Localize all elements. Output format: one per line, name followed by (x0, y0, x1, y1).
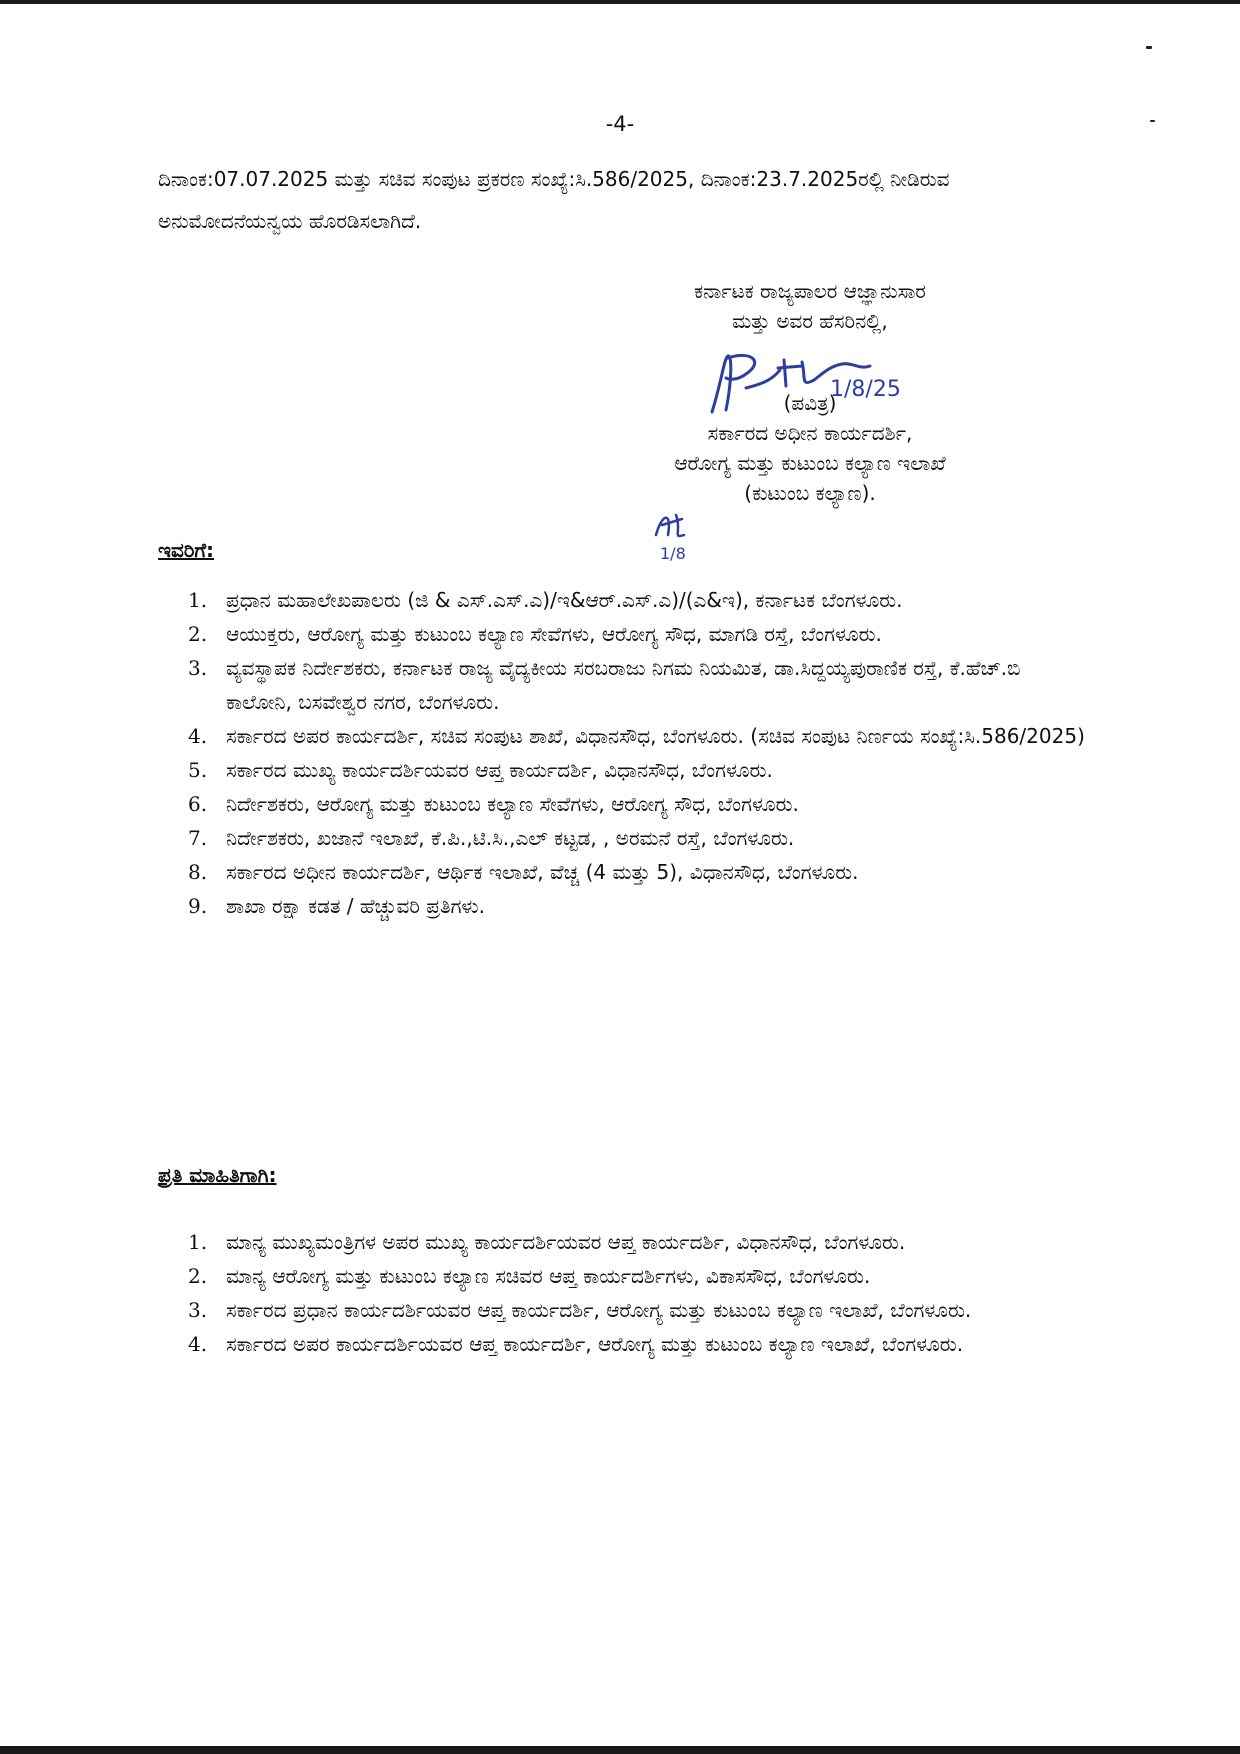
scan-speck (1146, 46, 1152, 49)
item-number: 2. (188, 1264, 208, 1288)
item-number: 7. (188, 826, 208, 850)
page-number: -4- (605, 112, 635, 136)
item-text: ನಿರ್ದೇಶಕರು, ಖಜಾನೆ ಇಲಾಖೆ, ಕೆ.ಪಿ.,ಟಿ.ಸಿ.,ಎಲ್ ಕಟ್ಟಡ, , ಅರಮನೆ ರಸ್ತೆ, ಬೆಂಗಳೂರು. (226, 826, 795, 850)
item-text: ನಿರ್ದೇಶಕರು, ಆರೋಗ್ಯ ಮತ್ತು ಕುಟುಂಬ ಕಲ್ಯಾಣ ಸೇವೆಗಳು, ಆರೋಗ್ಯ ಸೌಧ, ಬೆಂಗಳೂರು. (226, 792, 799, 816)
list-item (158, 821, 1088, 855)
list-item (158, 889, 1088, 923)
item-text: ಆಯುಕ್ತರು, ಆರೋಗ್ಯ ಮತ್ತು ಕುಟುಂಬ ಕಲ್ಯಾಣ ಸೇವೆಗಳು, ಆರೋಗ್ಯ ಸೌಧ, ಮಾಗಡಿ ರಸ್ತೆ, ಬೆಂಗಳೂರು. (226, 622, 882, 646)
initials-date: 1/8 (660, 544, 686, 563)
item-text: ಮಾನ್ಯ ಆರೋಗ್ಯ ಮತ್ತು ಕುಟುಂಬ ಕಲ್ಯಾಣ ಸಚಿವರ ಆಪ್ತ ಕಾರ್ಯದರ್ಶಿಗಳು, ವಿಕಾಸಸೌಧ, ಬೆಂಗಳೂರು. (226, 1264, 871, 1288)
authority-line-2: ಮತ್ತು ಅವರ ಹೆಸರಿನಲ್ಲಿ, (732, 309, 888, 333)
intro-paragraph: ದಿನಾಂಕ:07.07.2025 ಮತ್ತು ಸಚಿವ ಸಂಪುಟ ಪ್ರಕರಣ ಸಂಖ್ಯೆ:ಸಿ.586/2025, ದಿನಾಂಕ:23.7.2025ರಲ್ಲಿ ನೀಡಿರುವ ಅನುಮೋದನೆಯನ್ವಯ ಹೊರಡಿಸಲಾಗಿದೆ. (158, 167, 950, 233)
list-item (158, 855, 1088, 889)
list-item (158, 617, 1088, 651)
scan-edge-top (0, 0, 1240, 4)
item-number: 4. (188, 724, 208, 748)
item-number: 3. (188, 1298, 208, 1322)
signatory-section: (ಕುಟುಂಬ ಕಲ್ಯಾಣ). (744, 481, 876, 505)
copy-heading: ಪ್ರತಿ ಮಾಹಿತಿಗಾಗಿ: (158, 1163, 277, 1187)
list-item (158, 1259, 1088, 1293)
item-text: ಸರ್ಕಾರದ ಅಪರ ಕಾರ್ಯದರ್ಶಿ, ಸಚಿವ ಸಂಪುಟ ಶಾಖೆ, ವಿಧಾನಸೌಧ, ಬೆಂಗಳೂರು. (ಸಚಿವ ಸಂಪುಟ ನಿರ್ಣಯ ಸಂಖ್ಯೆ:ಸಿ.586/2025) (226, 724, 1085, 748)
signatory-designation: ಸರ್ಕಾರದ ಅಧೀನ ಕಾರ್ಯದರ್ಶಿ, (707, 421, 913, 445)
list-item (158, 1225, 1088, 1259)
recipients-list (158, 583, 1088, 923)
handwritten-signature (702, 340, 902, 430)
item-number: 9. (188, 894, 208, 918)
item-text: ಸರ್ಕಾರದ ಅಧೀನ ಕಾರ್ಯದರ್ಶಿ, ಆರ್ಥಿಕ ಇಲಾಖೆ, ವೆಚ್ಚ (4 ಮತ್ತು 5), ವಿಧಾನಸೌಧ, ಬೆಂಗಳೂರು. (226, 860, 859, 884)
signatory-name: (ಪವಿತ್ರ) (783, 391, 837, 415)
recipients-heading: ಇವರಿಗೆ: (158, 538, 215, 562)
item-number: 4. (188, 1332, 208, 1356)
list-item (158, 1293, 1088, 1327)
item-number: 1. (188, 588, 208, 612)
item-number: 6. (188, 792, 208, 816)
item-number: 1. (188, 1230, 208, 1254)
item-text: ವ್ಯವಸ್ಥಾಪಕ ನಿರ್ದೇಶಕರು, ಕರ್ನಾಟಕ ರಾಜ್ಯ ವೈದ್ಯಕೀಯ ಸರಬರಾಜು ನಿಗಮ ನಿಯಮಿತ, ಡಾ.ಸಿದ್ದಯ್ಯಪುರಾಣಿಕ ರಸ್ತೆ, ಕೆ.ಹೆಚ್.ಬಿ ಕಾಲೋನಿ, ಬಸವೇಶ್ವರ ನಗರ, ಬೆಂಗಳೂರು. (226, 656, 1021, 714)
signatory-department: ಆರೋಗ್ಯ ಮತ್ತು ಕುಟುಂಬ ಕಲ್ಯಾಣ ಇಲಾಖೆ (674, 451, 946, 475)
item-number: 3. (188, 656, 208, 680)
list-item (158, 787, 1088, 821)
list-item (158, 1327, 1088, 1361)
item-text: ಶಾಖಾ ರಕ್ಷಾ ಕಡತ / ಹೆಚ್ಚುವರಿ ಪ್ರತಿಗಳು. (226, 894, 486, 918)
item-text: ಮಾನ್ಯ ಮುಖ್ಯಮಂತ್ರಿಗಳ ಅಪರ ಮುಖ್ಯ ಕಾರ್ಯದರ್ಶಿಯವರ ಆಪ್ತ ಕಾರ್ಯದರ್ಶಿ, ವಿಧಾನಸೌಧ, ಬೆಂಗಳೂರು. (226, 1230, 906, 1254)
list-item (158, 651, 1088, 719)
copy-list (158, 1225, 1088, 1361)
scan-edge-bottom (0, 1746, 1240, 1754)
item-number: 2. (188, 622, 208, 646)
item-number: 8. (188, 860, 208, 884)
item-number: 5. (188, 758, 208, 782)
list-item (158, 753, 1088, 787)
item-text: ಪ್ರಧಾನ ಮಹಾಲೇಖಪಾಲರು (ಜಿ & ಎಸ್.ಎಸ್.ಎ)/ಇ&ಆರ್.ಎಸ್.ಎ)/(ಎ&ಇ), ಕರ್ನಾಟಕ ಬೆಂಗಳೂರು. (226, 588, 903, 612)
item-text: ಸರ್ಕಾರದ ಮುಖ್ಯ ಕಾರ್ಯದರ್ಶಿಯವರ ಆಪ್ತ ಕಾರ್ಯದರ್ಶಿ, ವಿಧಾನಸೌಧ, ಬೆಂಗಳೂರು. (226, 758, 773, 782)
authority-line: ಕರ್ನಾಟಕ ರಾಜ್ಯಪಾಲರ ಆಜ್ಞಾನುಸಾರ (694, 279, 926, 303)
item-text: ಸರ್ಕಾರದ ಅಪರ ಕಾರ್ಯದರ್ಶಿಯವರ ಆಪ್ತ ಕಾರ್ಯದರ್ಶಿ, ಆರೋಗ್ಯ ಮತ್ತು ಕುಟುಂಬ ಕಲ್ಯಾಣ ಇಲಾಖೆ, ಬೆಂಗಳೂರು. (226, 1332, 964, 1356)
handwritten-initials (648, 505, 718, 565)
signature-date: 1/8/25 (830, 377, 901, 402)
list-item (158, 583, 1088, 617)
list-item (158, 719, 1088, 753)
item-text: ಸರ್ಕಾರದ ಪ್ರಧಾನ ಕಾರ್ಯದರ್ಶಿಯವರ ಆಪ್ತ ಕಾರ್ಯದರ್ಶಿ, ಆರೋಗ್ಯ ಮತ್ತು ಕುಟುಂಬ ಕಲ್ಯಾಣ ಇಲಾಖೆ, ಬೆಂಗಳೂರು. (226, 1298, 972, 1322)
